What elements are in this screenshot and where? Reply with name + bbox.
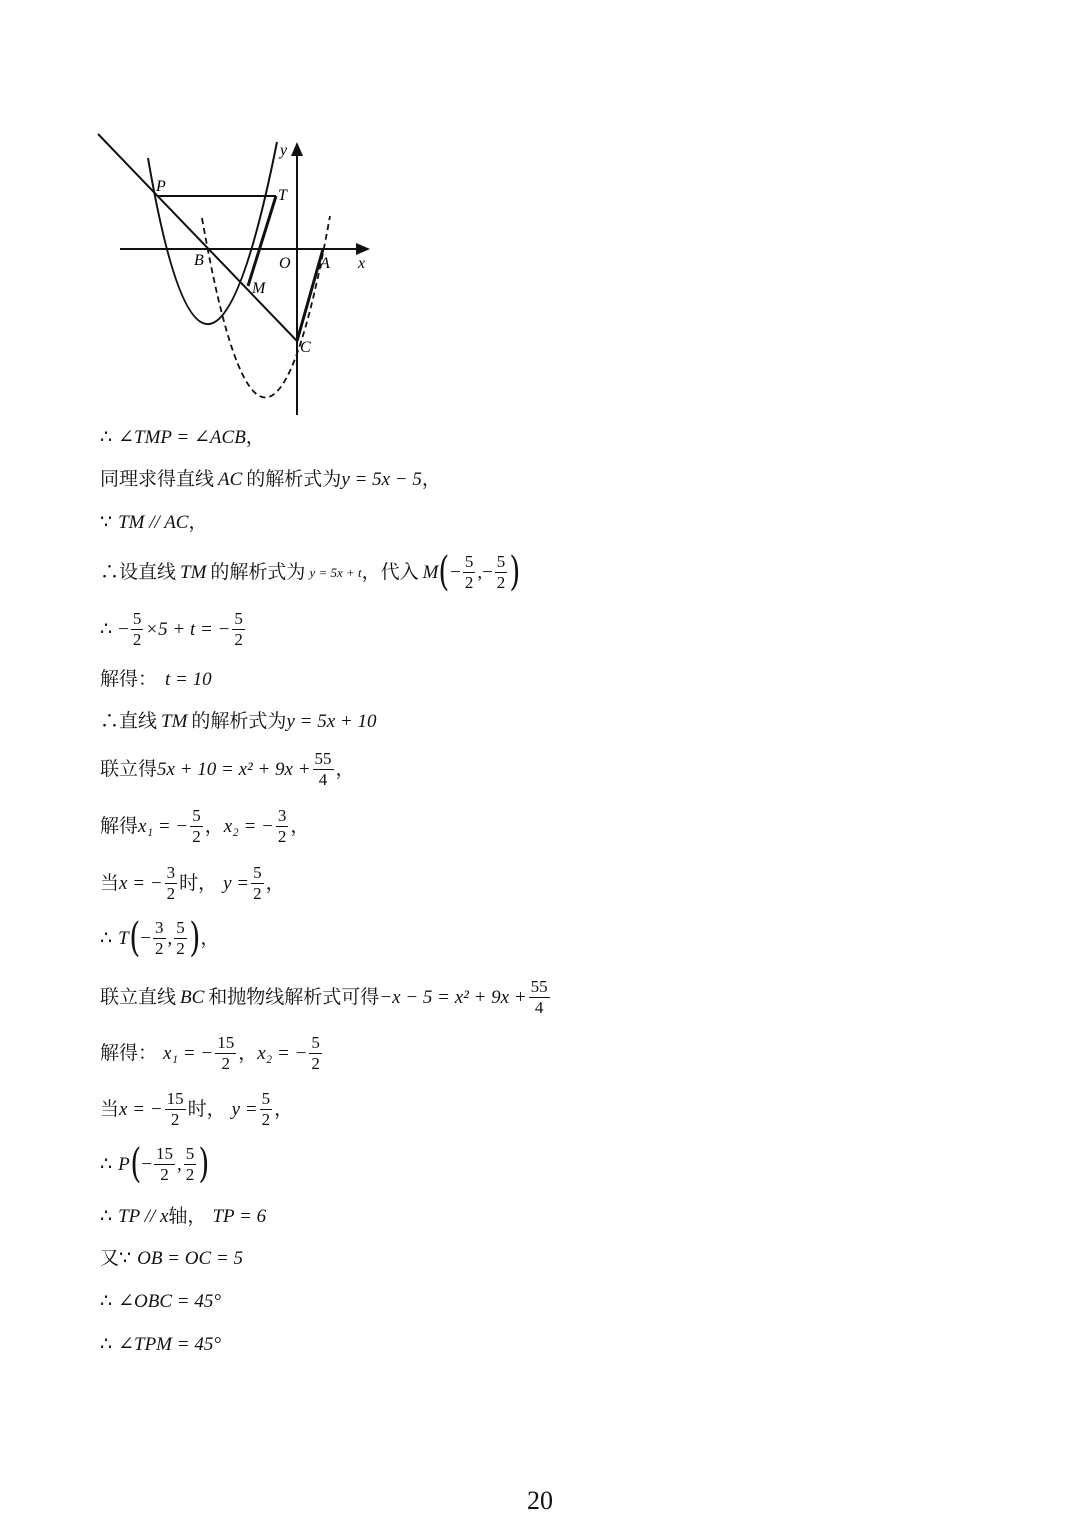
label-b: B bbox=[194, 252, 204, 269]
solution-line: ∴直线 TM 的解析式为 y = 5x + 10 bbox=[100, 710, 377, 732]
solution-line: ∴ − $\frac{5}{2}$ ×5 + t = − $\frac{5}{2}$ bbox=[100, 609, 243, 649]
solution-line: 解得： x₁ = − $\frac{15}{2}$ ， x₂ = − $\frac{5}{2}$ bbox=[100, 1033, 320, 1073]
solution-line: ∴ ∠TPM = 45° bbox=[100, 1333, 221, 1355]
solution-line: ∴ P ( − $\frac{15}{2}$ , $\frac{5}{2}$ ) bbox=[100, 1141, 210, 1187]
solution-line: 解得： t = 10 bbox=[100, 668, 212, 690]
fraction: $\frac{55}{4}$ bbox=[314, 749, 332, 789]
fraction: $\frac{5}{2}$ bbox=[185, 1143, 195, 1184]
fraction: $\frac{5}{2}$ bbox=[464, 551, 474, 592]
solution-line: ∵ TM // AC ， bbox=[100, 511, 208, 533]
label-p: P bbox=[156, 178, 166, 195]
label-y: y bbox=[280, 142, 288, 159]
label-x: x bbox=[358, 255, 366, 272]
fraction: $\frac{55}{4}$ bbox=[530, 977, 548, 1017]
label-c: C bbox=[300, 339, 311, 356]
fraction: $\frac{5}{2}$ bbox=[311, 1033, 320, 1073]
solution-line: ∴ T ( − $\frac{3}{2}$ , $\frac{5}{2}$ ) ， bbox=[100, 915, 220, 961]
fraction: $\frac{15}{2}$ bbox=[156, 1143, 174, 1184]
solution-line: ∴ TP // x 轴， TP = 6 bbox=[100, 1205, 267, 1227]
solution-line: 又 ∵ OB = OC = 5 bbox=[100, 1247, 243, 1269]
label-o: O bbox=[279, 255, 291, 272]
fraction: $\frac{5}{2}$ bbox=[234, 609, 243, 649]
line-pc bbox=[98, 134, 297, 341]
solution-line: 当 x = − $\frac{3}{2}$ 时， y = $\frac{5}{2}$ ， bbox=[100, 863, 285, 903]
geometry-figure bbox=[90, 128, 390, 420]
label-a: A bbox=[320, 255, 330, 272]
fraction: $\frac{3}{2}$ bbox=[155, 917, 164, 958]
solution-line: 当 x = − $\frac{15}{2}$ 时， y = $\frac{5}{2}$ ， bbox=[100, 1089, 294, 1129]
solution-line: 联立直线 BC 和抛物线解析式可得 −x − 5 = x² + 9x + $\frac{55}{4}$ bbox=[100, 977, 548, 1017]
label-t: T bbox=[278, 187, 287, 204]
dashed-parabola bbox=[202, 216, 330, 398]
solution-line: 联立得 5x + 10 = x² + 9x + $\frac{55}{4}$ ， bbox=[100, 749, 355, 789]
fraction: $\frac{15}{2}$ bbox=[217, 1033, 235, 1073]
page-number: 20 bbox=[527, 1486, 553, 1515]
fraction: $\frac{5}{2}$ bbox=[192, 806, 201, 846]
solution-line: 解得 x₁ = − $\frac{5}{2}$ ， x₂ = − $\frac{3}{2}$ ， bbox=[100, 806, 310, 846]
fraction: $\frac{3}{2}$ bbox=[166, 863, 176, 903]
fraction: $\frac{5}{2}$ bbox=[176, 917, 185, 958]
solution-line: ∴ ∠TMP = ∠ACB ， bbox=[100, 426, 265, 448]
fraction: $\frac{5}{2}$ bbox=[496, 551, 506, 592]
solution-line: 同理求得直线 AC 的解析式为 y = 5x − 5 ， bbox=[100, 468, 441, 490]
y-axis-arrow bbox=[291, 142, 303, 156]
fraction: $\frac{5}{2}$ bbox=[253, 863, 262, 903]
fraction: $\frac{5}{2}$ bbox=[261, 1089, 271, 1129]
fraction: $\frac{5}{2}$ bbox=[132, 609, 142, 649]
solution-line: ∴设直线 TM 的解析式为 y = 5x + t ，代入 M ( − $\frac{5}{2}$ , − $\frac{5}{2}$ ) bbox=[100, 549, 521, 595]
fraction: $\frac{15}{2}$ bbox=[166, 1089, 184, 1129]
label-m: M bbox=[252, 280, 266, 297]
x-axis-arrow bbox=[356, 243, 370, 255]
fraction: $\frac{3}{2}$ bbox=[277, 806, 287, 846]
solution-line: ∴ ∠OBC = 45° bbox=[100, 1290, 221, 1312]
